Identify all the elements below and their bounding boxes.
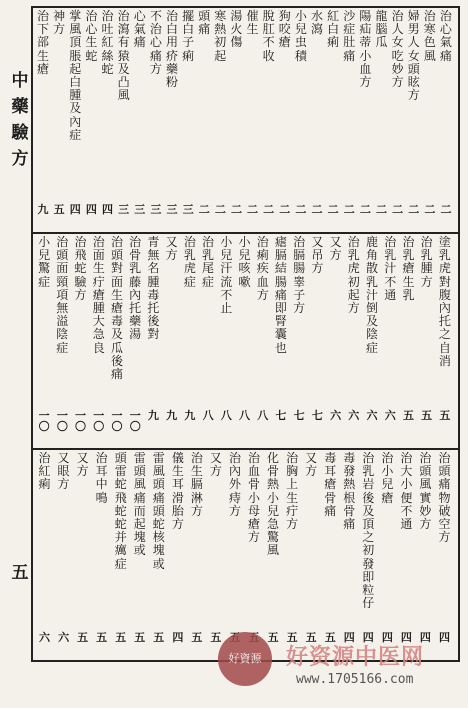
entry-page-number: 四	[172, 631, 184, 644]
entry-page-number: 四	[381, 631, 393, 644]
entry-page-number: 四	[362, 631, 374, 644]
entry-page-number: 四	[343, 631, 355, 644]
entry-page-number: 二	[295, 203, 307, 216]
entry-page-number: 三	[182, 203, 194, 216]
entry-title: 治 白 用 疥 藥 粉	[165, 9, 178, 89]
entry-title: 青 無 名 腫 毒 托 後 對	[147, 235, 160, 342]
entry-page-number: 九	[166, 409, 178, 422]
entry-page-number: 九	[147, 409, 159, 422]
entry-page-number: 一 〇	[75, 409, 87, 433]
entry-title: 治 吐 紅 絲 蛇	[101, 9, 114, 76]
entry-title: 儀 生 耳 滑 胎 方	[171, 451, 184, 531]
entry-page-number: 一 〇	[93, 409, 105, 433]
entry-title: 治 心 生 蛇	[85, 9, 98, 63]
entry-page-number: 五	[134, 631, 146, 644]
entry-title: 瘧 膈 結 腸 痛 即 腎 囊 也	[274, 235, 287, 355]
entry-page-number: 二	[440, 203, 452, 216]
entry-page-number: 一 〇	[38, 409, 50, 433]
entry-title: 治 紅 痢	[38, 451, 51, 492]
entry-title: 治 乳 瘡 生 乳	[402, 235, 415, 302]
entry-title: 治 頭 風 實 妙 方	[419, 451, 432, 531]
entry-title: 紅 白 痢	[327, 9, 340, 50]
entry-page-number: 二	[230, 203, 242, 216]
entry-title: 又 方	[165, 235, 178, 263]
entry-page-number: 五	[210, 631, 222, 644]
entry-title: 治 骨 乳 藤 內 托 藥 湯	[129, 235, 142, 342]
entry-page-number: 二	[359, 203, 371, 216]
entry-title: 治 心 氣 痛	[439, 9, 452, 63]
entry-page-number: 六	[384, 409, 396, 422]
entry-title: 治 膈 腸 睾 子 方	[293, 235, 306, 315]
entry-title: 治 乳 虎 症	[183, 235, 196, 289]
entry-page-number: 七	[311, 409, 323, 422]
entry-title: 雷 風 頭 痛 頭 蛇 核 塊 或	[152, 451, 165, 571]
entry-page-number: 五	[115, 631, 127, 644]
entry-title: 頭 痛	[198, 9, 211, 37]
entry-page-number: 四	[102, 203, 114, 216]
entry-page-number: 二	[392, 203, 404, 216]
entry-title: 治 生 膈 淋 方	[190, 451, 203, 518]
entry-title: 鹿 角 散 乳 汁 倒 及 陰 症	[366, 235, 379, 355]
entry-page-number: 五	[191, 631, 203, 644]
entry-page-number: 五	[267, 631, 279, 644]
entry-title: 水 瀉	[311, 9, 324, 37]
entry-title: 龍 腦 瓜	[375, 9, 388, 50]
entry-title: 又 方	[305, 451, 318, 479]
entry-page-number: 五	[53, 203, 65, 216]
entry-page-number: 六	[58, 631, 70, 644]
entry-title: 治 乳 尾 症	[202, 235, 215, 289]
entry-title: 治 血 骨 小 母 瘡 方	[248, 451, 261, 545]
entry-title: 治 飛 蛇 驗 方	[74, 235, 87, 302]
entry-title: 不 治 心 痛 方	[149, 9, 162, 76]
entry-page-number: 四	[400, 631, 412, 644]
entry-title: 化 骨 熱 小 兒 急 驚 風	[267, 451, 280, 558]
entry-page-number: 一 〇	[56, 409, 68, 433]
watermark-seal	[218, 632, 272, 686]
entry-title: 治 寒 色 風	[423, 9, 436, 63]
entry-title: 婦 男 人 女 頭 眩 方	[407, 9, 420, 103]
entry-page-number: 五	[96, 631, 108, 644]
content-band-top	[33, 10, 458, 230]
entry-title: 小 兒 汗 流 不 止	[220, 235, 233, 315]
entry-page-number: 五	[402, 409, 414, 422]
entry-page-number: 五	[421, 409, 433, 422]
entry-page-number: 五	[286, 631, 298, 644]
entry-title: 神 方	[53, 9, 66, 37]
entry-title: 小 兒 虫 積	[294, 9, 307, 63]
title-char: 中	[11, 71, 29, 91]
entry-title: 治 頭 面 頸 項 無 溢 陰 症	[56, 235, 69, 355]
entry-title: 頭 雷 蛇 飛 蛇 蛇 并 癘 症	[114, 451, 127, 571]
entry-title: 掌 風 頂 脹 起 白 腫 及 內 症	[69, 9, 82, 142]
entry-title: 心 氣 痛	[133, 9, 146, 50]
entry-page-number: 六	[39, 631, 51, 644]
entry-title: 又 方	[329, 235, 342, 263]
entry-page-number: 五	[305, 631, 317, 644]
entry-title: 陽 疝 蒂 小 血 方	[359, 9, 372, 89]
entry-page-number: 二	[214, 203, 226, 216]
entry-title: 又 方	[209, 451, 222, 479]
entry-page-number: 九	[184, 409, 196, 422]
title-char: 藥	[11, 97, 29, 117]
entry-page-number: 一 〇	[129, 409, 141, 433]
entry-page-number: 二	[408, 203, 420, 216]
page-number: 五	[11, 563, 29, 583]
entry-title: 又 方	[76, 451, 89, 479]
entry-page-number: 三	[150, 203, 162, 216]
entry-title: 小 兒 咳 嗽	[238, 235, 251, 289]
entry-page-number: 九	[37, 203, 49, 216]
content-band-bottom	[33, 452, 458, 658]
entry-page-number: 八	[239, 409, 250, 422]
entry-title: 治 小 兒 瘡	[381, 451, 394, 505]
entry-page-number: 五	[324, 631, 336, 644]
band-divider-1	[31, 232, 460, 234]
entry-page-number: 二	[424, 203, 436, 216]
entry-title: 寒 熱 初 起	[214, 9, 227, 63]
entry-title: 治 頭 痛 物 破 空 方	[438, 451, 451, 545]
entry-page-number: 二	[311, 203, 323, 216]
band-divider-2	[31, 448, 460, 450]
entry-title: 脫 肛 不 收	[262, 9, 275, 63]
entry-title: 治 乳 汁 不 通	[384, 235, 397, 302]
entry-title: 治 胸 上 生 疔 方	[286, 451, 299, 531]
entry-page-number: 八	[220, 409, 232, 422]
entry-page-number: 三	[166, 203, 178, 216]
entry-title: 治 頭 對 面 生 瘡 毒 及 瓜 後 痛	[110, 235, 123, 381]
entry-title: 治 乳 腫 方	[420, 235, 433, 289]
entry-page-number: 四	[85, 203, 97, 216]
entry-page-number: 七	[275, 409, 287, 422]
entry-page-number: 二	[375, 203, 387, 216]
entry-page-number: 四	[69, 203, 81, 216]
book-title	[8, 68, 32, 172]
entry-page-number: 八	[202, 409, 214, 422]
entry-page-number: 八	[257, 409, 269, 422]
entry-page-number: 五	[77, 631, 89, 644]
entry-title: 又 吊 方	[311, 235, 324, 276]
entry-title: 治 耳 中 鳴	[95, 451, 108, 505]
entry-title: 治 乳 虎 初 起 方	[347, 235, 360, 315]
entry-title: 治 大 小 便 不 通	[400, 451, 413, 531]
entry-title: 小 兒 驚 症	[38, 235, 51, 289]
entry-page-number: 六	[366, 409, 378, 422]
entry-title: 沙 症 肚 痛	[343, 9, 356, 63]
entry-page-number: 二	[198, 203, 210, 216]
title-char: 驗	[11, 123, 29, 143]
entry-page-number: 二	[263, 203, 275, 216]
entry-page-number: 七	[293, 409, 305, 422]
entry-page-number: 六	[348, 409, 360, 422]
entry-page-number: 二	[279, 203, 291, 216]
entry-title: 催 生	[246, 9, 259, 37]
entry-title: 治 人 女 吃 妙 方	[391, 9, 404, 89]
entry-page-number: 四	[419, 631, 431, 644]
title-char: 方	[11, 149, 29, 169]
entry-title: 治 瀉 有 猿 及 凸 風	[117, 9, 130, 103]
entry-page-number: 三	[118, 203, 130, 216]
entry-title: 毒 耳 瘡 骨 痛	[324, 451, 337, 518]
entry-title: 雷 頭 風 痛 而 起 塊 或	[133, 451, 146, 558]
entry-title: 湯 火 傷	[230, 9, 243, 50]
entry-page-number: 五	[439, 409, 451, 422]
entry-title: 治 痢 疾 血 方	[256, 235, 269, 302]
entry-title: 又 眼 方	[57, 451, 70, 492]
entry-page-number: 二	[327, 203, 339, 216]
content-band-middle	[33, 236, 458, 446]
entry-title: 擺 白 子 痢	[182, 9, 195, 63]
entry-title: 毒 發 熱 根 骨 痛	[343, 451, 356, 531]
entry-title: 治 下 部 生 瘡	[37, 9, 50, 76]
entry-title: 治 面 生 疔 瘡 腫 大 急 良	[92, 235, 105, 355]
entry-page-number: 一 〇	[111, 409, 123, 433]
entry-page-number: 三	[134, 203, 146, 216]
entry-page-number: 五	[153, 631, 165, 644]
entry-title: 治 內 外 痔 方	[228, 451, 241, 518]
watermark-brand: 好资源中医网	[286, 644, 425, 670]
entry-title: 狗 咬 瘡	[278, 9, 291, 50]
watermark-url: www.1705166.com	[296, 672, 414, 687]
entry-title: 塗 乳 虎 對 腹 內 托 之 自 消	[438, 235, 451, 368]
entry-title: 治 乳 岩 後 及 頂 之 初 發 即 粒 仔	[362, 451, 375, 611]
entry-page-number: 四	[438, 631, 450, 644]
entry-page-number: 二	[343, 203, 355, 216]
entry-page-number: 二	[247, 203, 259, 216]
watermark-seal-text: 好資源	[228, 652, 262, 665]
entry-page-number: 六	[330, 409, 342, 422]
